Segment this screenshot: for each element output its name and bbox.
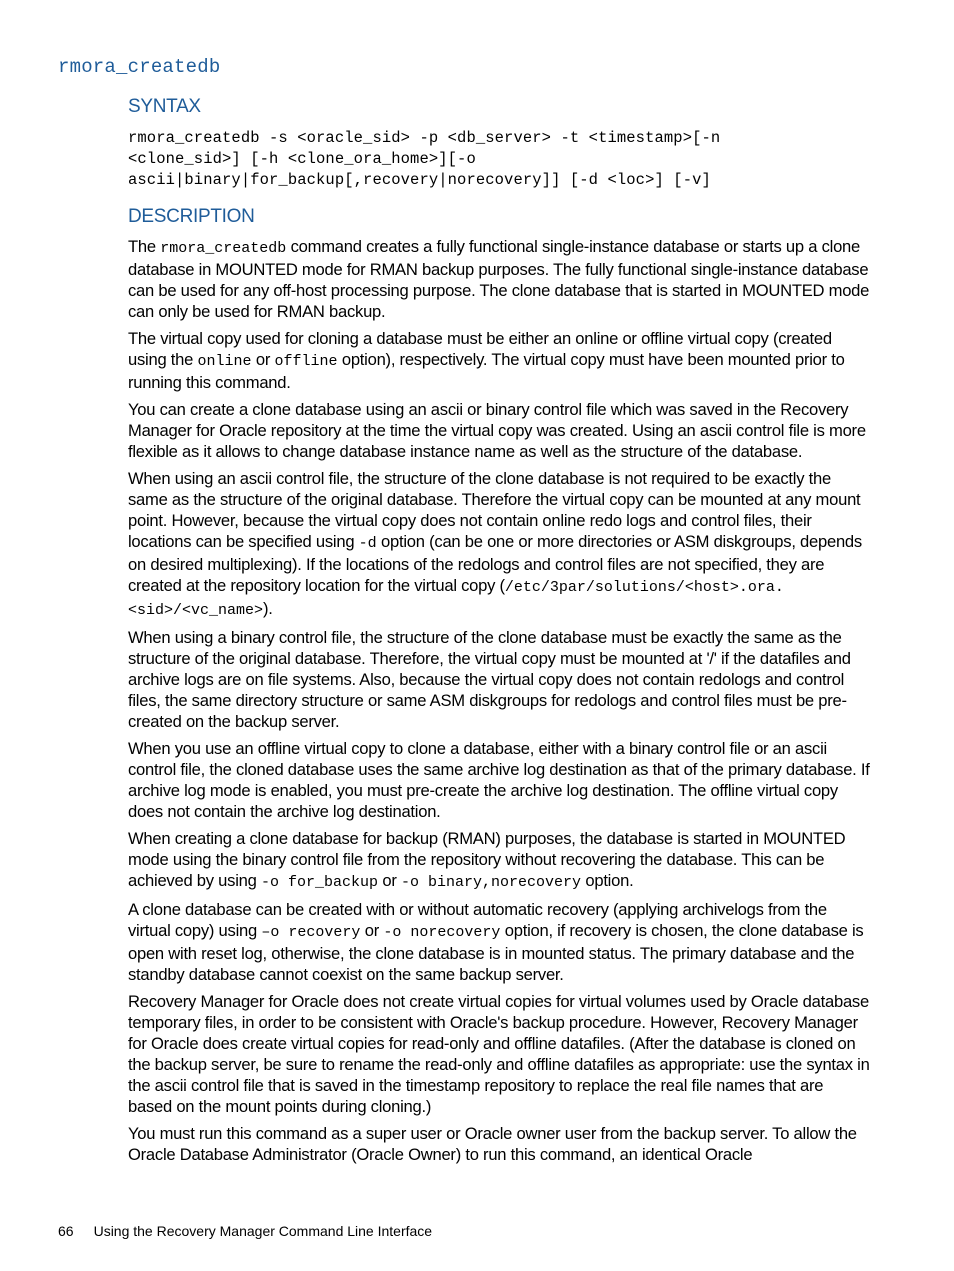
inline-code: /etc/3par/solutions/<host>.ora.<sid>/<vc_name> [128, 579, 784, 619]
text: option. [581, 871, 634, 890]
paragraph [128, 899, 870, 985]
paragraph: You can create a clone database using an ascii or binary control file which was saved in the Recovery Manager for Oracle repository at the time the virtual copy was created. Using an ascii control file is more flexible as it allows to change database instance name as well as the structure of the database. [128, 400, 866, 461]
paragraph: You must run this command as a super user or Oracle owner user from the backup server. To allow the Oracle Database Administrator (Oracle Owner) to run this command, an identical Oracle [128, 1124, 857, 1164]
text: or [360, 921, 384, 940]
text: or [251, 350, 275, 369]
syntax-line: rmora_createdb -s <oracle_sid> -p <db_server> -t <timestamp>[-n [128, 129, 721, 147]
text: option), respectively. The virtual copy must have been mounted prior to running this command. [128, 350, 845, 392]
paragraph [128, 328, 870, 393]
text: option (can be one or more directories or ASM diskgroups, depends on desired multiplexing). If the locations of the redologs and control files are not specified, they are created at the repository location for the virtual copy ( [128, 532, 862, 595]
description-body [128, 236, 870, 1171]
inline-code: -o binary,norecovery [400, 874, 581, 891]
inline-code: offline [274, 353, 338, 370]
inline-code: -o norecovery [383, 924, 501, 941]
text: A clone database can be created with or without automatic recovery (applying archivelogs from the virtual copy) using [128, 900, 827, 940]
syntax-line: ascii|binary|for_backup[,recovery|norecovery]] [-d <loc>] [-v] [128, 171, 711, 189]
paragraph: Recovery Manager for Oracle does not create virtual copies for virtual volumes used by Oracle database temporary files, in order to be consistent with Oracle's backup procedure. However, Recovery Manager for Oracle does create virtual copies for read-only and offline datafiles. (After the database is cloned on the backup server, be sure to rename the read-only and offline datafiles as appropriate: use the syntax in the ascii control file that is saved in the timestamp repository to replace the real file names that are based on the mount points during cloning.) [128, 992, 870, 1116]
inline-code: -o for_backup [260, 874, 378, 891]
paragraph: When you use an offline virtual copy to clone a database, either with a binary control file or an ascii control file, the cloned database uses the same archive log destination as that of the primary database. If archive log mode is enabled, you must pre-create the archive log destination. The offline virtual copy does not contain the archive log destination. [128, 739, 870, 821]
syntax-heading: SYNTAX [128, 96, 201, 117]
text: or [377, 871, 401, 890]
paragraph [128, 828, 870, 893]
text: option, if recovery is chosen, the clone database is open with reset log, otherwise, the clone database is in mounted status. The primary database and the standby database cannot coexist on the same backup server. [128, 921, 864, 984]
inline-code: -d [358, 535, 377, 552]
page-footer [58, 1223, 432, 1239]
text: command creates a fully functional single-instance database or starts up a clone database in MOUNTED mode for RMAN backup purposes. The fully functional single-instance database can be used for any off-host processing purpose. The clone database that is started in MOUNTED mode can only be used for RMAN backup. [128, 237, 870, 321]
syntax-line: <clone_sid>] [-h <clone_ora_home>][-o [128, 150, 476, 168]
text: The [128, 237, 161, 256]
description-heading: DESCRIPTION [128, 206, 255, 227]
paragraph: When using a binary control file, the structure of the clone database must be exactly the same as the structure of the original database. Therefore, the virtual copy must be mounted at '/' if the datafiles and archive logs are on file systems. Also, because the virtual copy does not contain redologs and control files, the same directory structure or same ASM diskgroups for redologs and control files must be pre-created on the backup server. [128, 628, 851, 731]
inline-code: –o recovery [261, 924, 361, 941]
syntax-block [128, 128, 868, 191]
text: When creating a clone database for backup (RMAN) purposes, the database is started in MOUNTED mode using the binary control file from the repository without recovering the database. This can be achieved by using [128, 829, 846, 890]
text: When using an ascii control file, the structure of the clone database is not required to be exactly the same as the structure of the original database. Therefore the virtual copy can be mounted at any mount point. However, because the virtual copy does not contain online redo logs and control files, their locations can be specified using [128, 469, 861, 551]
page-number: 66 [58, 1223, 74, 1239]
page-title: rmora_createdb [58, 56, 221, 78]
footer-text: Using the Recovery Manager Command Line Interface [93, 1223, 433, 1239]
inline-code: rmora_createdb [160, 240, 287, 257]
paragraph [128, 468, 870, 621]
text: The virtual copy used for cloning a database must be either an online or offline virtual copy (created using the [128, 329, 832, 369]
text: ). [263, 599, 273, 618]
paragraph [128, 236, 870, 322]
inline-code: online [197, 353, 252, 370]
